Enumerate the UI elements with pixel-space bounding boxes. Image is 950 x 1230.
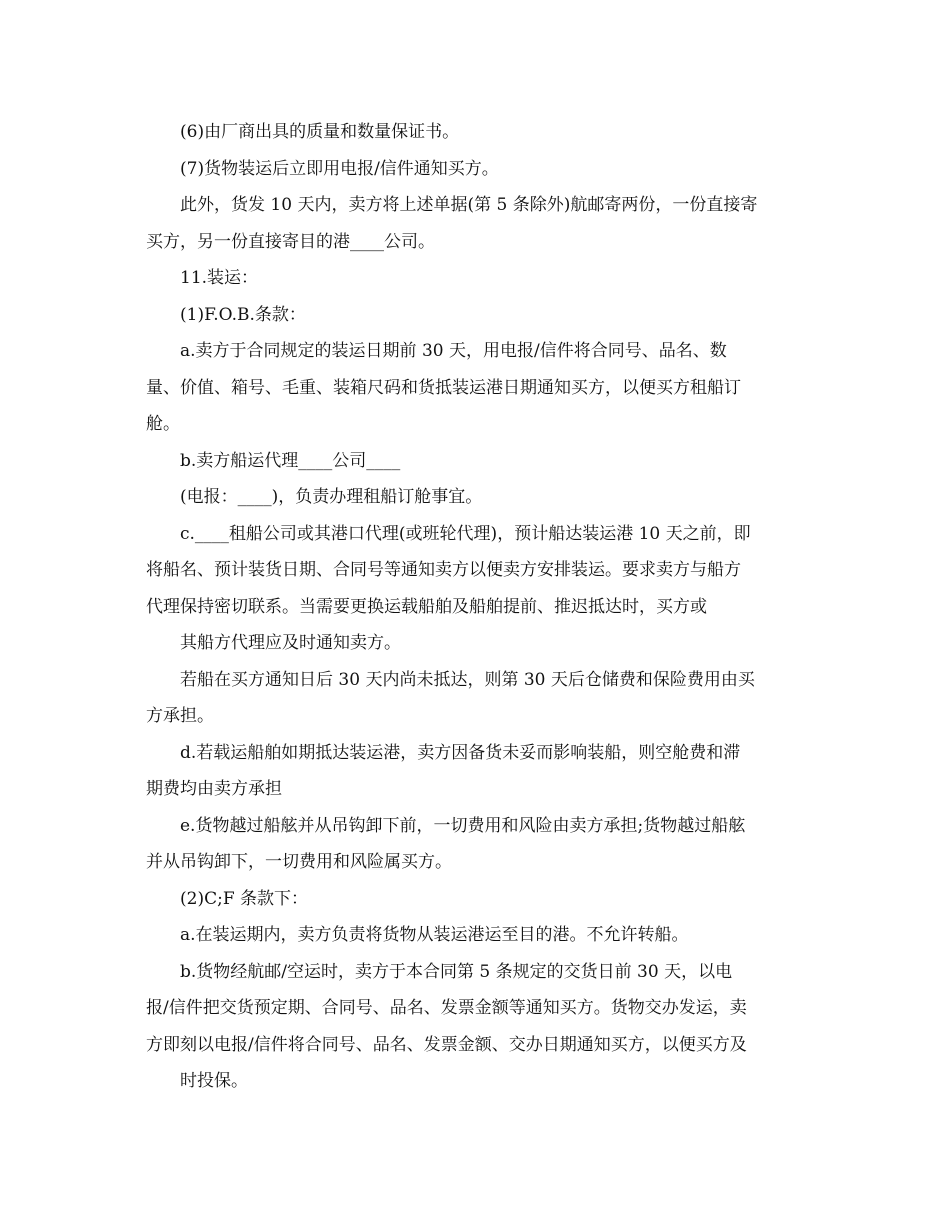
text-line: 买方，另一份直接寄目的港____公司。 bbox=[146, 231, 435, 252]
text-line: 代理保持密切联系。当需要更换运载船舶及船舶提前、推迟抵达时，买方或 bbox=[146, 596, 707, 617]
text-line: 期费均由卖方承担 bbox=[146, 779, 282, 799]
text-line: b.货物经航邮/空运时，卖方于本合同第 5 条规定的交货日前 30 天，以电 bbox=[180, 961, 733, 982]
documents-mailing-paragraph bbox=[146, 187, 810, 260]
text-line: 11.装运： bbox=[180, 268, 259, 288]
text-line: 若船在买方通知日后 30 天内尚未抵达，则第 30 天后仓储费和保险费用由买 bbox=[180, 669, 755, 690]
late-arrival-paragraph bbox=[146, 662, 810, 735]
text-line: b.卖方船运代理____公司____ bbox=[180, 450, 401, 471]
text-line: (电报：____)，负责办理租船订舱事宜。 bbox=[180, 487, 483, 507]
fob-item-c bbox=[146, 516, 810, 662]
text-line: 其船方代理应及时通知卖方。 bbox=[180, 633, 401, 653]
text-line: 并从吊钩卸下，一切费用和风险属买方。 bbox=[146, 852, 452, 872]
text-line: a.卖方于合同规定的装运日期前 30 天，用电报/信件将合同号、品名、数 bbox=[180, 341, 727, 361]
text-line: e.货物越过船舷并从吊钩卸下前，一切费用和风险由卖方承担;货物越过船舷 bbox=[180, 815, 746, 836]
text-line: 时投保。 bbox=[180, 1071, 248, 1091]
text-line: 舱。 bbox=[146, 414, 180, 434]
text-line: (2)C;F 条款下： bbox=[180, 888, 309, 909]
cf-item-b bbox=[146, 954, 810, 1100]
text-line: c.____租船公司或其港口代理(或班轮代理)，预计船达装运港 10 天之前，即 bbox=[180, 523, 751, 544]
fob-item-b bbox=[146, 443, 810, 480]
text-line: 量、价值、箱号、毛重、装箱尺码和货抵装运港日期通知买方，以便买方租船订 bbox=[146, 377, 741, 398]
clause-7-shipment-notice bbox=[146, 151, 810, 188]
text-line: (7)货物装运后立即用电报/信件通知买方。 bbox=[180, 158, 499, 179]
text-line: a.在装运期内，卖方负责将货物从装运港运至目的港。不允许转船。 bbox=[180, 925, 689, 945]
cf-terms-heading bbox=[146, 881, 810, 918]
text-line: 报/信件把交货预定期、合同号、品名、发票金额等通知买方。货物交办发运，卖 bbox=[146, 998, 747, 1018]
text-line: 方承担。 bbox=[146, 706, 214, 726]
fob-item-a bbox=[146, 333, 810, 443]
text-line: (1)F.O.B.条款： bbox=[180, 304, 306, 325]
cf-item-a bbox=[146, 917, 810, 954]
text-line: 将船名、预计装货日期、合同号等通知卖方以便卖方安排装运。要求卖方与船方 bbox=[146, 560, 741, 580]
fob-terms-heading bbox=[146, 297, 810, 334]
fob-item-d bbox=[146, 735, 810, 808]
text-line: 此外，货发 10 天内，卖方将上述单据(第 5 条除外)航邮寄两份，一份直接寄 bbox=[180, 195, 758, 215]
text-line: 方即刻以电报/信件将合同号、品名、发票金额、交办日期通知买方，以便买方及 bbox=[146, 1034, 747, 1055]
text-line: d.若载运船舶如期抵达装运港，卖方因备货未妥而影响装船，则空舱费和滞 bbox=[180, 742, 741, 763]
fob-item-e bbox=[146, 808, 810, 881]
fob-item-b-telegram bbox=[146, 479, 810, 516]
text-line: (6)由厂商出具的质量和数量保证书。 bbox=[180, 122, 460, 142]
section-11-heading bbox=[146, 260, 810, 297]
clause-6-quality-certificate bbox=[146, 114, 810, 151]
